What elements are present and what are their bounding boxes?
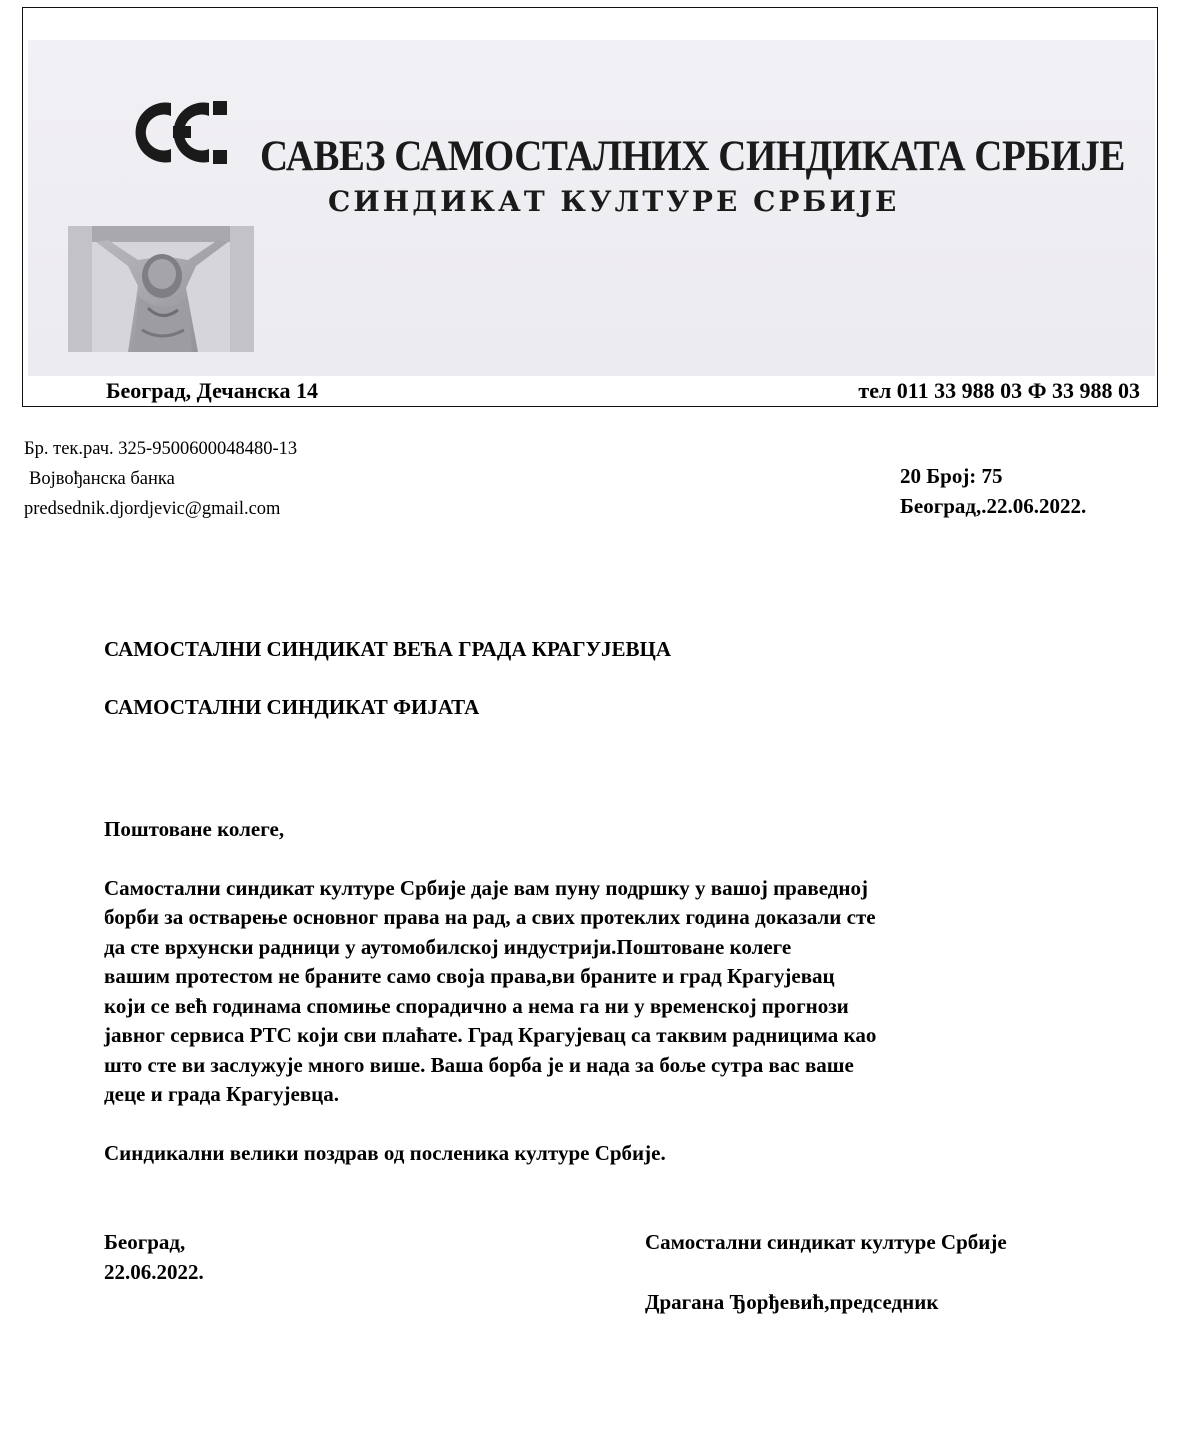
paragraph-line: деце и града Крагујевца. bbox=[104, 1082, 339, 1106]
document-reference bbox=[900, 461, 1086, 521]
document-date: Београд,.22.06.2022. bbox=[900, 494, 1087, 518]
account-number: Бр. тек.рач. 325-9500600048480-13 bbox=[24, 439, 298, 459]
recipient: САМОСТАЛНИ СИНДИКАТ ФИЈАТА bbox=[104, 695, 480, 719]
letterhead-scan bbox=[28, 40, 1155, 376]
bank-name: Војвођанска банка bbox=[29, 469, 175, 489]
signature-signer: Драгана Ђорђевић,председник bbox=[645, 1290, 939, 1314]
atlas-statue-image bbox=[68, 226, 254, 352]
recipients bbox=[104, 637, 671, 753]
paragraph-line: да сте врхунски радници у аутомобилској индустрији.Поштоване колеге bbox=[104, 934, 792, 959]
signature-organization: Самостални синдикат културе Србије bbox=[645, 1230, 1007, 1254]
letterhead-phone: тел 011 33 988 03 Ф 33 988 03 bbox=[858, 378, 1140, 403]
closing-line: Синдикални велики поздрав од посленика културе Србије. bbox=[104, 1140, 666, 1165]
document-number: 20 Број: 75 bbox=[900, 464, 1003, 488]
greeting: Поштоване колеге, bbox=[104, 817, 285, 841]
paragraph-line: што сте ви заслужује много више. Ваша борба је и нада за боље сутра вас ваше bbox=[104, 1052, 854, 1077]
letterhead-address: Београд, Дечанска 14 bbox=[106, 378, 318, 403]
ssss-logo-icon bbox=[133, 95, 233, 170]
signature-place-date bbox=[104, 1227, 204, 1287]
letter-body bbox=[104, 815, 1064, 1168]
signature-block bbox=[645, 1227, 1007, 1317]
org-main-title: САВЕЗ САМОСТАЛНИХ СИНДИКАТА СРБИЈЕ bbox=[260, 132, 1125, 181]
paragraph-line: јавног сервиса РТС који сви плаћате. Град Крагујевац са таквим радницима као bbox=[104, 1023, 877, 1047]
sender-email: predsednik.djordjevic@gmail.com bbox=[24, 499, 281, 519]
main-paragraph bbox=[104, 874, 1064, 1110]
signature-date: 22.06.2022. bbox=[104, 1260, 204, 1284]
sender-details bbox=[24, 434, 297, 524]
signature-place: Београд, bbox=[104, 1230, 186, 1254]
paragraph-line: Самостални синдикат културе Србије даје вам пуну подршку у вашој праведној bbox=[104, 875, 868, 900]
recipient: САМОСТАЛНИ СИНДИКАТ ВЕЋА ГРАДА КРАГУЈЕВЦА bbox=[104, 637, 672, 661]
paragraph-line: који се већ годинама спомиње спорадично а нема га ни у временској прогнози bbox=[104, 993, 849, 1018]
paragraph-line: вашим протестом не браните само своја права,ви браните и град Крагујевац bbox=[104, 964, 835, 988]
org-sub-title: СИНДИКАТ КУЛТУРЕ СРБИЈЕ bbox=[328, 185, 900, 218]
paragraph-line: борби за остварење основног права на рад, а свих протеклих година доказали сте bbox=[104, 905, 876, 929]
